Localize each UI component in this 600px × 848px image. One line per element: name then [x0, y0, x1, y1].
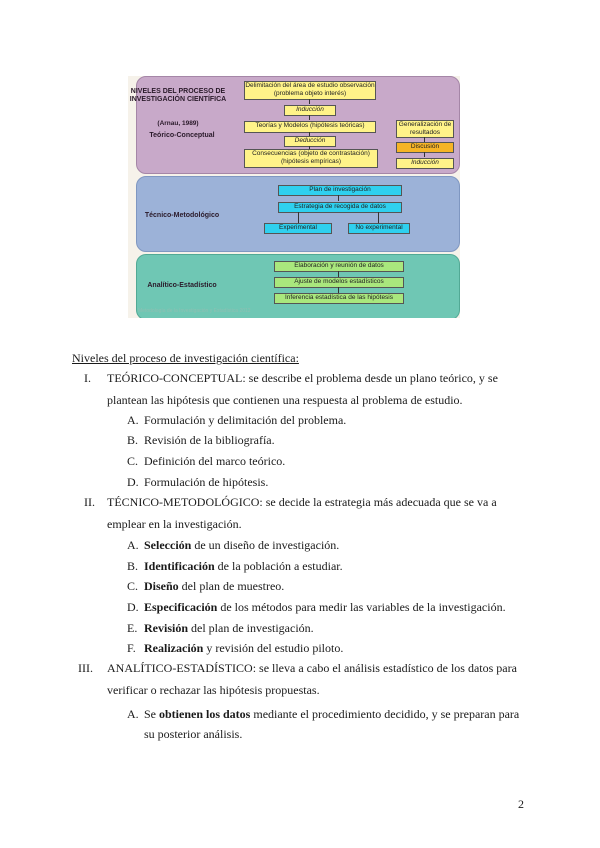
arrow — [424, 152, 425, 157]
section-text-line: TEÓRICO-CONCEPTUAL: se describe el problema desde un plano teórico, y se — [107, 371, 498, 385]
level-label-tecnico: Técnico-Metodológico — [144, 212, 220, 219]
list-item: E. Revisión del plan de investigación. — [127, 621, 314, 635]
box-elaboracion: Elaboración y reunión de datos — [274, 261, 404, 272]
box-induccion-2: Inducción — [396, 158, 454, 169]
box-estrategia: Estrategia de recogida de datos — [278, 202, 402, 213]
arrow — [309, 115, 310, 120]
list-item: F. Realización y revisión del estudio piloto. — [127, 641, 344, 655]
list-item: C. Diseño del plan de muestreo. — [127, 579, 285, 593]
list-item: A. Selección de un diseño de investigación. — [127, 538, 340, 552]
process-diagram — [128, 76, 460, 318]
box-no-experimental: No experimental — [348, 223, 410, 234]
list-item: B. Identificación de la población a estudiar. — [127, 559, 343, 573]
arrow — [338, 195, 339, 201]
arrow — [378, 212, 379, 223]
level-label-analitico: Analítico-Estadístico — [147, 282, 217, 289]
box-plan: Plan de investigación — [278, 185, 402, 196]
list-item: A. Formulación y delimitación del problema. — [127, 413, 347, 427]
arrow — [309, 99, 310, 104]
diagram-title: NIVELES DEL PROCESO DE INVESTIGACIÓN CIENTÍFICA — [129, 88, 227, 103]
section-text-line: verificar o rechazar las hipótesis propuestas. — [107, 683, 320, 697]
box-delimitacion: Delimitación del área de estudio observación (problema objeto interés) — [244, 81, 376, 100]
list-item: B. Revisión de la bibliografía. — [127, 433, 275, 447]
list-item: A. Se obtienen los datos mediante el procedimiento decidido, y se preparan para — [127, 707, 520, 721]
section-text-line: emplear en la investigación. — [107, 517, 242, 531]
section-number: I. — [84, 371, 91, 385]
section-text-line: TÉCNICO-METODOLÓGICO: se decide la estrategia más adecuada que se va a — [107, 495, 497, 509]
section-number: III. — [78, 661, 93, 675]
section-text-line: ANALÍTICO-ESTADÍSTICO: se lleva a cabo el análisis estadístico de los datos para — [107, 661, 517, 675]
list-item-continuation: su posterior análisis. — [144, 727, 243, 741]
box-consecuencias: Consecuencias (objeto de contrastación) (hipótesis empíricas) — [244, 149, 378, 168]
level-label-teorico: Teórico-Conceptual — [149, 132, 215, 139]
list-item: D. Especificación de los métodos para medir las variables de la investigación. — [127, 600, 506, 614]
box-generalizacion: Generalización de resultados — [396, 120, 454, 138]
section-text-line: plantean las hipótesis que contienen una respuesta al problema de estudio. — [107, 393, 463, 407]
box-ajuste: Ajuste de modelos estadísticos — [274, 277, 404, 288]
list-item: D. Formulación de hipótesis. — [127, 475, 269, 489]
box-induccion: Inducción — [284, 105, 336, 116]
box-teorias: Teorías y Modelos (hipótesis teóricas) — [244, 121, 376, 133]
arrow — [298, 212, 299, 223]
diagram-caption: Metodología de la Investigación y Estadística 2012 — [138, 308, 251, 314]
diagram-title-source: (Arnau, 1989) — [157, 120, 199, 127]
box-experimental: Experimental — [264, 223, 332, 234]
box-discusion: Discusión — [396, 142, 454, 153]
box-inferencia: Inferencia estadística de las hipótesis — [274, 293, 404, 304]
list-item: C. Definición del marco teórico. — [127, 454, 286, 468]
page-number: 2 — [518, 797, 524, 811]
section-number: II. — [84, 495, 95, 509]
box-deduccion: Deducción — [284, 136, 336, 147]
section-heading: Niveles del proceso de investigación científica: — [72, 351, 299, 365]
